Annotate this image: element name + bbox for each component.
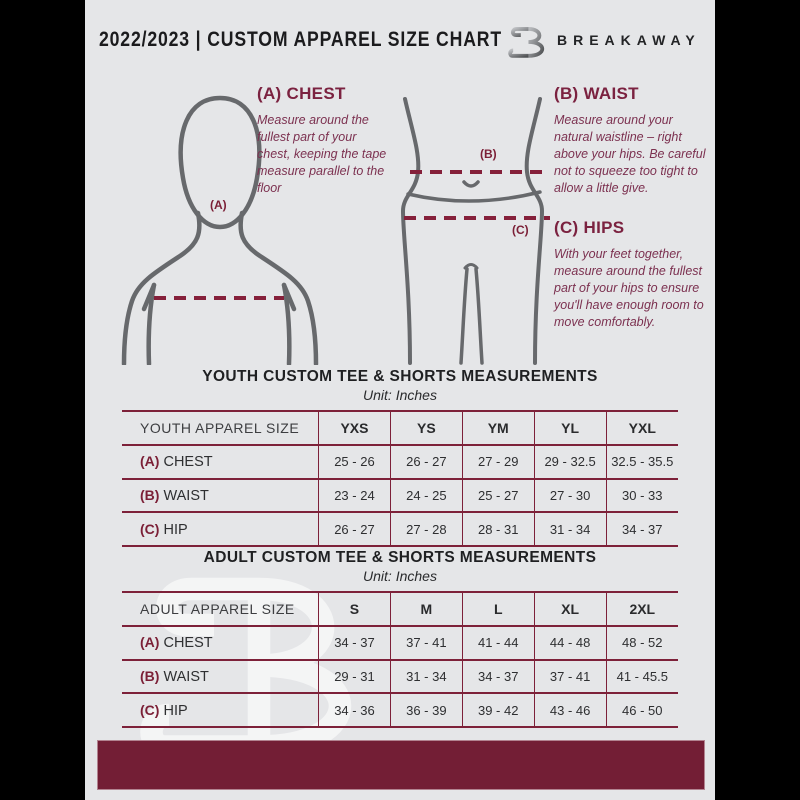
cell: 34 - 37 <box>319 626 391 660</box>
cell: 24 - 25 <box>390 479 462 513</box>
row-label-prefix: (C) <box>140 520 160 537</box>
row-label-prefix: (B) <box>140 667 160 684</box>
cell: 44 - 48 <box>534 626 606 660</box>
cell: 31 - 34 <box>390 660 462 694</box>
cell: 34 - 37 <box>462 660 534 694</box>
chest-heading: (A) CHEST <box>257 84 346 103</box>
row-label-prefix: (C) <box>140 701 160 718</box>
chest-measure-label: (A) <box>210 198 227 212</box>
cell: 41 - 45.5 <box>606 660 678 694</box>
youth-header-size: YOUTH APPAREL SIZE <box>122 411 319 445</box>
adult-table-title: ADULT CUSTOM TEE & SHORTS MEASUREMENTS <box>203 549 597 566</box>
adult-size-table <box>122 591 678 728</box>
lower-body-figure <box>390 95 555 365</box>
cell: 39 - 42 <box>462 693 534 727</box>
adult-header-row <box>122 592 678 626</box>
hips-measure-label: (C) <box>512 223 529 237</box>
adult-header-xl: XL <box>534 592 606 626</box>
hips-body-text: With your feet together, measure around the fullest part of your hips to ensure you'll have enough room to move comfortably. <box>554 247 704 329</box>
youth-header-ys: YS <box>390 411 462 445</box>
cell: 41 - 44 <box>462 626 534 660</box>
youth-table-unit: Unit: Inches <box>363 387 437 403</box>
table-row <box>122 512 678 546</box>
cell: 36 - 39 <box>390 693 462 727</box>
row-label: WAIST <box>159 668 209 685</box>
youth-header-yl: YL <box>534 411 606 445</box>
row-label: WAIST <box>159 487 209 504</box>
cell: 43 - 46 <box>534 693 606 727</box>
cell: 26 - 27 <box>319 512 391 546</box>
table-row <box>122 693 678 727</box>
cell: 46 - 50 <box>606 693 678 727</box>
cell: 29 - 32.5 <box>534 445 606 479</box>
waist-body-text: Measure around your natural waistline – right above your hips. Be careful not to squeeze too tight to allow a little give. <box>554 113 706 195</box>
cell: 29 - 31 <box>319 660 391 694</box>
adult-header-2xl: 2XL <box>606 592 678 626</box>
chest-instructions <box>257 84 391 197</box>
adult-header-l: L <box>462 592 534 626</box>
adult-header-s: S <box>319 592 391 626</box>
header <box>85 18 715 68</box>
hips-instructions <box>554 218 709 331</box>
waist-measure-label: (B) <box>480 147 497 161</box>
cell: 37 - 41 <box>534 660 606 694</box>
youth-table-title: YOUTH CUSTOM TEE & SHORTS MEASUREMENTS <box>202 368 598 385</box>
row-label: HIP <box>159 702 188 719</box>
cell: 28 - 31 <box>462 512 534 546</box>
table-row <box>122 626 678 660</box>
youth-header-ym: YM <box>462 411 534 445</box>
footer-accent-bar <box>97 740 705 790</box>
hips-heading: (C) HIPS <box>554 218 625 237</box>
row-label-prefix: (B) <box>140 486 160 503</box>
cell: 27 - 30 <box>534 479 606 513</box>
cell: 23 - 24 <box>319 479 391 513</box>
brand-name: BREAKAWAY <box>557 32 701 48</box>
youth-header-yxl: YXL <box>606 411 678 445</box>
waist-instructions <box>554 84 706 197</box>
cell: 27 - 29 <box>462 445 534 479</box>
size-chart-page <box>85 0 715 800</box>
cell: 25 - 27 <box>462 479 534 513</box>
row-label: CHEST <box>159 454 213 471</box>
cell: 34 - 36 <box>319 693 391 727</box>
table-row <box>122 479 678 513</box>
cell: 31 - 34 <box>534 512 606 546</box>
chest-body-text: Measure around the fullest part of your chest, keeping the tape measure parallel to the floor <box>257 113 387 195</box>
row-label: HIP <box>159 521 188 538</box>
cell: 26 - 27 <box>390 445 462 479</box>
row-label-prefix: (A) <box>140 634 160 651</box>
breakaway-logo-icon <box>507 20 553 64</box>
youth-header-row <box>122 411 678 445</box>
adult-header-size: ADULT APPAREL SIZE <box>122 592 319 626</box>
cell: 48 - 52 <box>606 626 678 660</box>
cell: 34 - 37 <box>606 512 678 546</box>
table-row <box>122 660 678 694</box>
adult-header-m: M <box>390 592 462 626</box>
youth-size-table <box>122 410 678 547</box>
cell: 32.5 - 35.5 <box>606 445 678 479</box>
adult-table-unit: Unit: Inches <box>363 568 437 584</box>
row-label: CHEST <box>159 635 213 652</box>
waist-heading: (B) WAIST <box>554 84 639 103</box>
row-label-prefix: (A) <box>140 453 160 470</box>
cell: 30 - 33 <box>606 479 678 513</box>
cell: 27 - 28 <box>390 512 462 546</box>
youth-header-yxs: YXS <box>319 411 391 445</box>
cell: 25 - 26 <box>319 445 391 479</box>
table-row <box>122 445 678 479</box>
cell: 37 - 41 <box>390 626 462 660</box>
page-title: 2022/2023 | CUSTOM APPAREL SIZE CHART <box>99 28 502 51</box>
